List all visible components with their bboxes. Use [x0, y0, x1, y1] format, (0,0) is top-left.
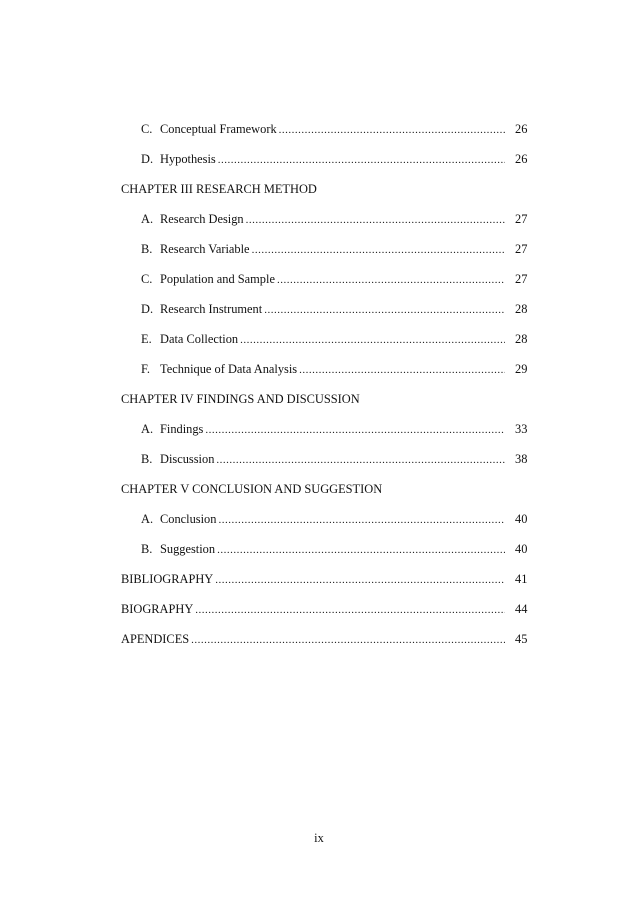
toc-entry-letter: A.	[141, 422, 154, 436]
toc-entry-title: Discussion	[160, 452, 215, 466]
dot-leader	[191, 630, 505, 651]
toc-entry-page: 45	[515, 632, 528, 646]
toc-entry-letter: F.	[141, 362, 150, 376]
toc-entry-title: BIBLIOGRAPHY	[121, 572, 214, 586]
toc-entry-page: 40	[515, 542, 528, 556]
toc-entry-biography	[121, 599, 539, 629]
toc-entry-page: 27	[515, 242, 528, 256]
toc-entry-title: Conclusion	[160, 512, 217, 526]
dot-leader	[217, 540, 505, 561]
page-number: ix	[314, 831, 324, 845]
toc-entry-title: Research Design	[160, 212, 244, 226]
toc-entry-letter: B.	[141, 542, 153, 556]
toc-entry-hypothesis	[121, 149, 539, 179]
toc-entry-page: 29	[515, 362, 528, 376]
toc-entry-page: 41	[515, 572, 528, 586]
toc-entry-letter: B.	[141, 452, 153, 466]
toc-entry-apendices	[121, 629, 539, 659]
dot-leader	[252, 240, 505, 261]
toc-entry-suggestion	[121, 539, 539, 569]
chapter-heading-v: CHAPTER V CONCLUSION AND SUGGESTION	[121, 482, 383, 496]
toc-entry-letter: E.	[141, 332, 152, 346]
dot-leader	[279, 120, 505, 141]
toc-entry-data-collection	[121, 329, 539, 359]
toc-entry-page: 28	[515, 332, 528, 346]
toc-entry-population-and-sample	[121, 269, 539, 299]
dot-leader	[195, 600, 505, 621]
toc-entry-page: 33	[515, 422, 528, 436]
toc-entry-letter: D.	[141, 152, 154, 166]
toc-entry-research-variable	[121, 239, 539, 269]
toc-entry-page: 38	[515, 452, 528, 466]
toc-entry-title: Research Instrument	[160, 302, 263, 316]
toc-entry-title: Suggestion	[160, 542, 216, 556]
toc-entry-letter: C.	[141, 122, 153, 136]
dot-leader	[218, 150, 505, 171]
dot-leader	[216, 450, 505, 471]
toc-entry-conclusion	[121, 509, 539, 539]
toc-entry-title: Data Collection	[160, 332, 239, 346]
chapter-heading-iii: CHAPTER III RESEARCH METHOD	[121, 182, 317, 196]
toc-entry-title: BIOGRAPHY	[121, 602, 194, 616]
table-of-contents	[121, 119, 539, 659]
toc-entry-research-instrument	[121, 299, 539, 329]
dot-leader	[264, 300, 505, 321]
toc-entry-page: 28	[515, 302, 528, 316]
toc-entry-page: 40	[515, 512, 528, 526]
dot-leader	[218, 510, 505, 531]
dot-leader	[246, 210, 505, 231]
toc-entry-title: Hypothesis	[160, 152, 216, 166]
toc-entry-page: 44	[515, 602, 528, 616]
toc-entry-letter: A.	[141, 512, 154, 526]
toc-entry-title: APENDICES	[121, 632, 190, 646]
toc-entry-technique-of-data-analysis	[121, 359, 539, 389]
toc-entry-title: Technique of Data Analysis	[160, 362, 298, 376]
toc-entry-bibliography	[121, 569, 539, 599]
toc-entry-letter: B.	[141, 242, 153, 256]
toc-entry-page: 26	[515, 122, 528, 136]
chapter-heading-iv: CHAPTER IV FINDINGS AND DISCUSSION	[121, 392, 360, 406]
toc-entry-letter: C.	[141, 272, 153, 286]
toc-entry-title: Research Variable	[160, 242, 250, 256]
dot-leader	[215, 570, 505, 591]
toc-entry-findings	[121, 419, 539, 449]
toc-entry-page: 27	[515, 272, 528, 286]
toc-entry-title: Population and Sample	[160, 272, 275, 286]
toc-entry-letter: D.	[141, 302, 154, 316]
toc-entry-page: 27	[515, 212, 528, 226]
toc-entry-research-design	[121, 209, 539, 239]
toc-entry-discussion	[121, 449, 539, 479]
toc-entry-title: Conceptual Framework	[160, 122, 277, 136]
dot-leader	[277, 270, 505, 291]
dot-leader	[205, 420, 505, 441]
toc-entry-page: 26	[515, 152, 528, 166]
toc-entry-letter: A.	[141, 212, 154, 226]
toc-entry-conceptual-framework	[121, 119, 539, 149]
dot-leader	[299, 360, 505, 381]
toc-entry-title: Findings	[160, 422, 204, 436]
dot-leader	[240, 330, 505, 351]
